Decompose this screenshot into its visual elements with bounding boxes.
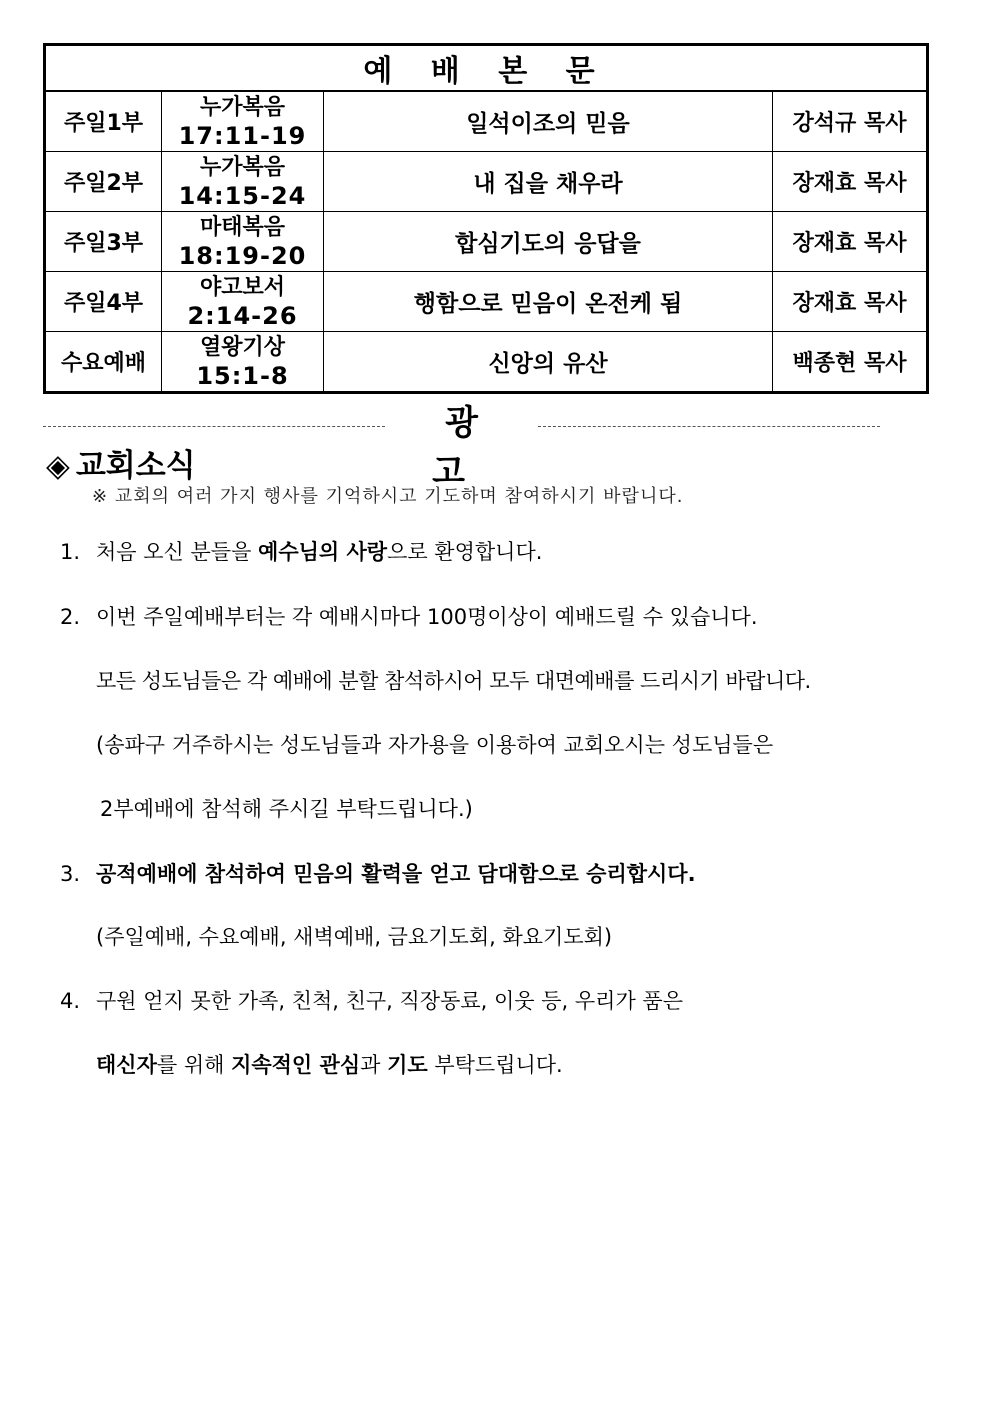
- preacher: 장재효 목사: [773, 152, 928, 212]
- schedule-row: [45, 91, 928, 152]
- emphasis-text: 예수님의 사랑: [258, 540, 388, 564]
- dashed-rule-left: [43, 426, 385, 427]
- item-number: 3.: [60, 862, 81, 886]
- diamond-bullet-icon: ◈: [46, 448, 70, 484]
- item-text: 이번 주일예배부터는 각 예배시마다 100명이상이 예배드릴 수 있습니다.: [96, 605, 758, 629]
- sermon-title: 행함으로 믿음이 온전케 됨: [324, 272, 773, 332]
- item-text: 으로 환영합니다.: [387, 540, 543, 564]
- preacher: 장재효 목사: [773, 272, 928, 332]
- schedule-title: 예 배 본 문: [45, 45, 928, 92]
- item-number: 1.: [60, 540, 81, 564]
- item-text: 를 위해: [156, 1053, 232, 1077]
- scripture-ref: 17:11-19: [178, 121, 307, 150]
- worship-schedule-table: [43, 43, 929, 394]
- sermon-title: 신앙의 유산: [324, 332, 773, 393]
- announcements-heading: 광 고: [432, 403, 504, 492]
- news-item-4: [60, 985, 683, 1015]
- item-text: 공적예배에 참석하여 믿음의 활력을 얻고 담대함으로 승리합시다.: [96, 862, 696, 886]
- scripture-book: 야고보서: [199, 274, 285, 300]
- church-news-title: 교회소식: [75, 448, 196, 484]
- scripture-ref: 15:1-8: [196, 361, 289, 390]
- church-news-note: ※ 교회의 여러 가지 행사를 기억하시고 기도하며 참여하시기 바랍니다.: [92, 486, 684, 507]
- schedule-row: [45, 272, 928, 332]
- news-item-4-line-2: [96, 1049, 563, 1079]
- service-name: 주일2부: [45, 152, 162, 212]
- scripture-book: 마태복음: [199, 214, 285, 240]
- schedule-row: [45, 332, 928, 393]
- service-name: 수요예배: [45, 332, 162, 393]
- item-text: 처음 오신 분들을: [96, 540, 259, 564]
- emphasis-text: 지속적인 관심: [231, 1053, 361, 1077]
- sermon-title: 내 집을 채우라: [324, 152, 773, 212]
- schedule-row: [45, 212, 928, 272]
- scripture: [162, 212, 324, 272]
- news-item-2: [60, 601, 758, 631]
- scripture-book: 누가복음: [199, 154, 285, 180]
- service-name: 주일3부: [45, 212, 162, 272]
- preacher: 장재효 목사: [773, 212, 928, 272]
- item-text: 부탁드립니다.: [427, 1053, 563, 1077]
- news-item-3: [60, 858, 696, 888]
- emphasis-text: 기도: [387, 1053, 428, 1077]
- preacher: 백종현 목사: [773, 332, 928, 393]
- item-text: 구원 얻지 못한 가족, 친척, 친구, 직장동료, 이웃 등, 우리가 품은: [96, 989, 683, 1013]
- sermon-title: 합심기도의 응답을: [324, 212, 773, 272]
- item-text: 과: [360, 1053, 388, 1077]
- news-item-2-line-2: 모든 성도님들은 각 예배에 분할 참석하시어 모두 대면예배를 드리시기 바랍니다.: [96, 669, 811, 693]
- emphasis-text: 태신자: [96, 1053, 157, 1077]
- news-item-2-line-3: (송파구 거주하시는 성도님들과 자가용을 이용하여 교회오시는 성도님들은: [96, 733, 774, 757]
- scripture-book: 열왕기상: [199, 334, 285, 360]
- dashed-rule-right: [538, 426, 880, 427]
- schedule-row: [45, 152, 928, 212]
- scripture: [162, 332, 324, 393]
- preacher: 강석규 목사: [773, 91, 928, 152]
- news-item-3-line-2: (주일예배, 수요예배, 새벽예배, 금요기도회, 화요기도회): [96, 925, 613, 949]
- scripture: [162, 91, 324, 152]
- church-news-heading: [46, 440, 196, 485]
- service-name: 주일1부: [45, 91, 162, 152]
- news-item-2-line-4: 2부예배에 참석해 주시길 부탁드립니다.): [100, 797, 473, 821]
- item-number: 2.: [60, 605, 81, 629]
- scripture-book: 누가복음: [199, 94, 285, 120]
- scripture-ref: 14:15-24: [178, 181, 307, 210]
- sermon-title: 일석이조의 믿음: [324, 91, 773, 152]
- scripture-ref: 2:14-26: [187, 301, 298, 330]
- scripture-ref: 18:19-20: [178, 241, 307, 270]
- item-number: 4.: [60, 989, 81, 1013]
- scripture: [162, 272, 324, 332]
- service-name: 주일4부: [45, 272, 162, 332]
- news-item-1: [60, 536, 542, 566]
- scripture: [162, 152, 324, 212]
